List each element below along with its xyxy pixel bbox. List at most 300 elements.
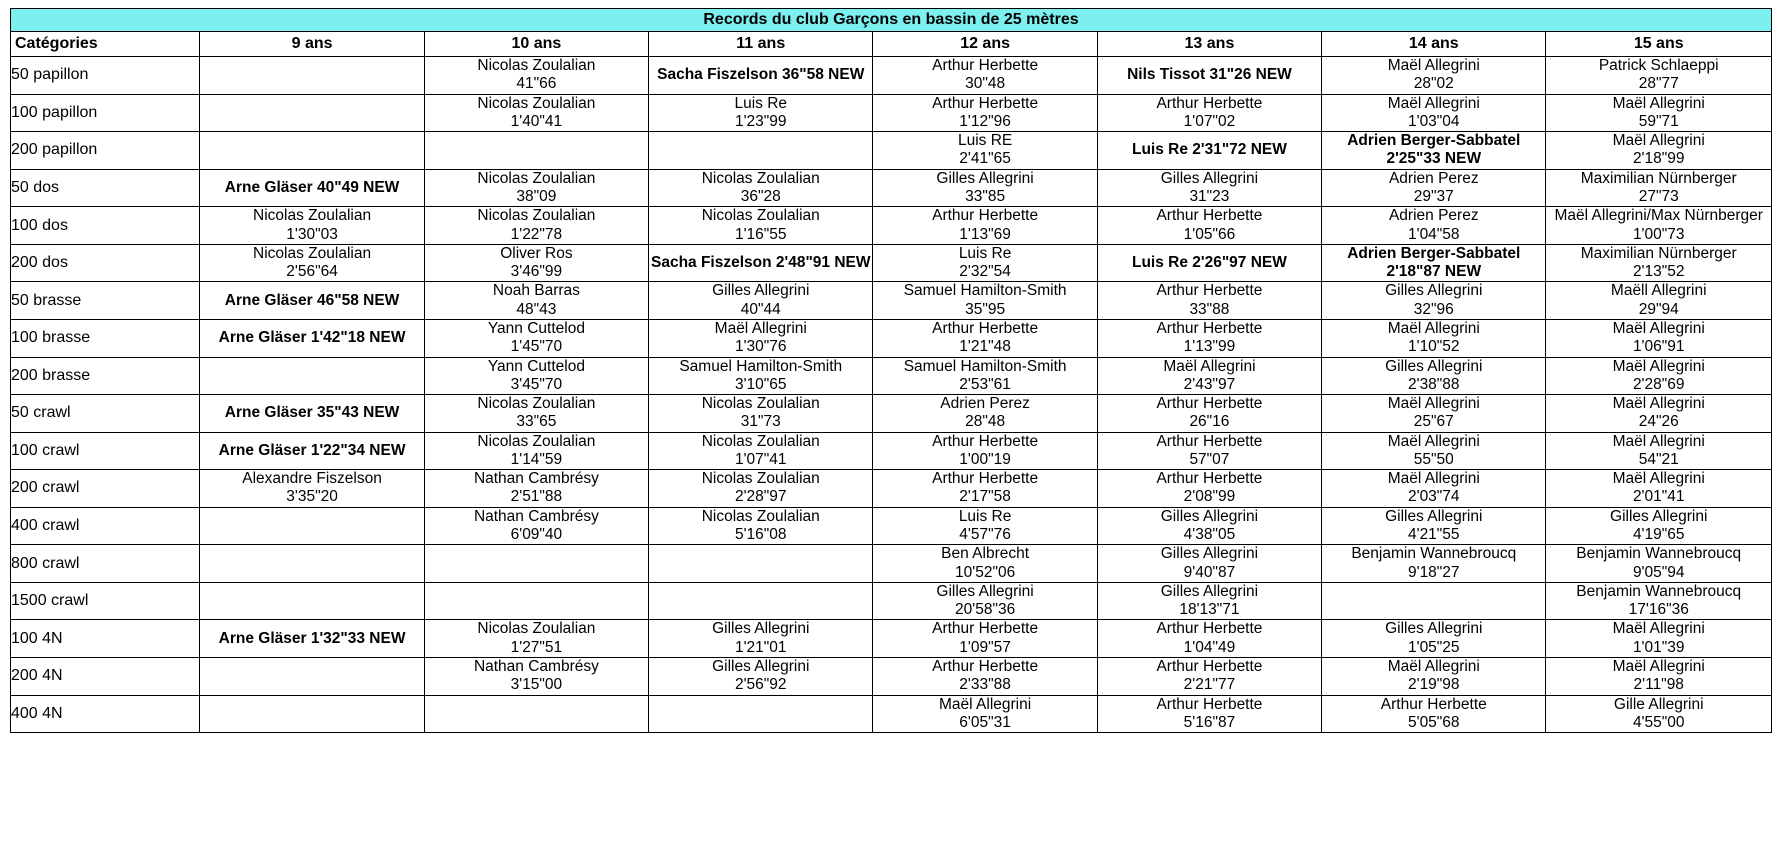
record-swimmer-name: Maël Allegrini bbox=[1387, 395, 1480, 413]
record-cell bbox=[1322, 582, 1546, 620]
column-header-2: 10 ans bbox=[424, 32, 648, 57]
record-time: 2'19"98 bbox=[1407, 676, 1460, 694]
record-cell bbox=[649, 582, 873, 620]
record-cell bbox=[649, 545, 873, 583]
record-cell bbox=[200, 57, 424, 95]
record-time: 1'03"04 bbox=[1407, 112, 1460, 130]
record-time: 28"48 bbox=[965, 413, 1006, 431]
record-swimmer-name: Luis RE bbox=[957, 132, 1013, 150]
record-cell bbox=[200, 132, 424, 170]
record-cell bbox=[1546, 57, 1772, 95]
record-cell bbox=[200, 545, 424, 583]
record-cell bbox=[1322, 395, 1546, 433]
record-swimmer-name: Arthur Herbette bbox=[932, 470, 1039, 488]
record-cell bbox=[1322, 169, 1546, 207]
record-cell bbox=[1097, 132, 1321, 170]
record-cell bbox=[873, 545, 1097, 583]
record-time: 33"85 bbox=[965, 187, 1006, 205]
record-time: 1'13"99 bbox=[1183, 338, 1236, 356]
record-cell bbox=[1546, 357, 1772, 395]
row-category: 100 papillon bbox=[11, 94, 200, 132]
record-time: 31"23 bbox=[1189, 187, 1230, 205]
record-time: 2'41"65 bbox=[959, 150, 1011, 168]
record-swimmer-name: Gilles Allegrini bbox=[1385, 282, 1483, 300]
record-cell bbox=[1322, 620, 1546, 658]
record-swimmer-name: Arthur Herbette bbox=[932, 57, 1039, 74]
record-swimmer-name: Nicolas Zoulalian bbox=[253, 244, 372, 262]
column-header-5: 13 ans bbox=[1097, 32, 1321, 57]
record-swimmer-name: Nicolas Zoulalian bbox=[701, 470, 820, 488]
record-time: 1'45"70 bbox=[510, 338, 563, 356]
record-swimmer-name: Arne Gläser bbox=[224, 178, 313, 196]
record-swimmer-name: Maël Allegrini bbox=[939, 695, 1032, 713]
record-time: 2'48"91 NEW bbox=[775, 253, 871, 271]
table-row bbox=[11, 582, 1772, 620]
record-cell bbox=[1322, 507, 1546, 545]
record-swimmer-name: Arthur Herbette bbox=[932, 207, 1039, 225]
record-swimmer-name: Gille Allegrini bbox=[1613, 695, 1704, 713]
record-time: 24"26 bbox=[1638, 413, 1679, 431]
record-cell bbox=[200, 94, 424, 132]
record-time: 1'30"76 bbox=[734, 338, 787, 356]
record-time: 2'11"98 bbox=[1633, 676, 1684, 694]
record-swimmer-name: Maël Allegrini bbox=[1612, 319, 1705, 337]
record-time: 1'05"25 bbox=[1407, 638, 1460, 656]
column-header-1: 9 ans bbox=[200, 32, 424, 57]
record-cell bbox=[424, 207, 648, 245]
record-time: 2'32"54 bbox=[959, 263, 1011, 281]
record-time: 55"50 bbox=[1413, 450, 1454, 468]
record-cell bbox=[1322, 132, 1546, 170]
record-cell bbox=[424, 658, 648, 696]
record-swimmer-name: Nicolas Zoulalian bbox=[477, 169, 596, 187]
table-row bbox=[11, 695, 1772, 733]
record-swimmer-name: Sacha Fiszelson bbox=[650, 253, 772, 271]
record-cell bbox=[1097, 319, 1321, 357]
record-swimmer-name: Nathan Cambrésy bbox=[473, 507, 599, 525]
record-cell bbox=[1097, 658, 1321, 696]
record-time: 2'18"99 bbox=[1632, 150, 1685, 168]
record-swimmer-name: Nicolas Zoulalian bbox=[477, 395, 596, 413]
record-swimmer-name: Arne Gläser bbox=[224, 404, 313, 422]
record-cell bbox=[873, 695, 1097, 733]
record-cell bbox=[1546, 282, 1772, 320]
record-cell bbox=[200, 357, 424, 395]
record-swimmer-name: Arne Gläser bbox=[218, 329, 307, 347]
record-swimmer-name: Maël Allegrini bbox=[1612, 132, 1705, 150]
record-swimmer-name: Arne Gläser bbox=[218, 629, 307, 647]
record-swimmer-name: Nicolas Zoulalian bbox=[701, 207, 820, 225]
record-time: 35"95 bbox=[965, 300, 1006, 318]
record-swimmer-name: Nicolas Zoulalian bbox=[477, 207, 596, 225]
record-time: 1'21"01 bbox=[734, 638, 787, 656]
record-swimmer-name: Nicolas Zoulalian bbox=[477, 620, 596, 638]
record-time: 2'43"97 bbox=[1183, 375, 1236, 393]
record-swimmer-name: Arthur Herbette bbox=[1156, 695, 1263, 713]
record-swimmer-name: Nathan Cambrésy bbox=[473, 470, 599, 488]
record-time: 40"49 NEW bbox=[317, 178, 400, 196]
record-cell bbox=[200, 282, 424, 320]
record-time: 1'21"48 bbox=[959, 338, 1011, 356]
record-cell bbox=[424, 282, 648, 320]
record-swimmer-name: Sacha Fiszelson bbox=[657, 66, 778, 84]
record-cell bbox=[424, 582, 648, 620]
record-time: 1'07"41 bbox=[734, 450, 787, 468]
record-cell bbox=[649, 395, 873, 433]
record-cell bbox=[200, 395, 424, 433]
record-swimmer-name: Arthur Herbette bbox=[932, 432, 1039, 450]
record-swimmer-name: Gilles Allegrini bbox=[936, 582, 1034, 600]
record-cell bbox=[1097, 357, 1321, 395]
record-cell bbox=[1322, 357, 1546, 395]
row-category: 200 dos bbox=[11, 244, 200, 282]
record-swimmer-name: Oliver Ros bbox=[500, 244, 573, 262]
record-time: 2'03"74 bbox=[1407, 488, 1460, 506]
record-time: 35"43 NEW bbox=[317, 404, 400, 422]
record-cell bbox=[1097, 695, 1321, 733]
record-cell bbox=[200, 432, 424, 470]
record-time: 2'13"52 bbox=[1632, 263, 1685, 281]
column-header-3: 11 ans bbox=[649, 32, 873, 57]
record-cell bbox=[1322, 282, 1546, 320]
record-cell bbox=[1322, 658, 1546, 696]
record-cell bbox=[1097, 507, 1321, 545]
table-row bbox=[11, 545, 1772, 583]
record-swimmer-name: Maël Allegrini bbox=[1612, 658, 1705, 675]
record-cell bbox=[1097, 545, 1321, 583]
record-time: 3'15"00 bbox=[510, 676, 563, 694]
record-swimmer-name: Gilles Allegrini bbox=[712, 282, 810, 300]
record-swimmer-name: Arthur Herbette bbox=[1156, 207, 1263, 225]
record-time: 57"07 bbox=[1189, 450, 1230, 468]
record-cell bbox=[873, 319, 1097, 357]
record-time: 1'12"96 bbox=[959, 112, 1011, 130]
record-time: 59"71 bbox=[1638, 112, 1679, 130]
record-swimmer-name: Samuel Hamilton-Smith bbox=[903, 282, 1067, 300]
record-swimmer-name: Adrien Berger-Sabbatel bbox=[1347, 244, 1521, 262]
record-cell bbox=[873, 357, 1097, 395]
record-cell bbox=[1546, 582, 1772, 620]
record-time: 1'10"52 bbox=[1407, 338, 1460, 356]
record-time: 5'16"08 bbox=[734, 526, 787, 544]
record-swimmer-name: Maël Allegrini bbox=[1612, 357, 1705, 375]
record-cell bbox=[1546, 395, 1772, 433]
record-cell bbox=[1546, 432, 1772, 470]
record-time: 1'14"59 bbox=[510, 450, 563, 468]
record-time: 33"88 bbox=[1189, 300, 1230, 318]
record-swimmer-name: Luis Re bbox=[958, 244, 1012, 262]
record-time: 1'07"02 bbox=[1183, 112, 1236, 130]
row-category: 100 crawl bbox=[11, 432, 200, 470]
record-time: 1'23"99 bbox=[734, 112, 787, 130]
record-time: 1'27"51 bbox=[510, 638, 563, 656]
record-cell bbox=[649, 658, 873, 696]
record-swimmer-name: Adrien Perez bbox=[1388, 207, 1479, 225]
record-cell bbox=[424, 244, 648, 282]
record-cell bbox=[649, 507, 873, 545]
record-swimmer-name: Arthur Herbette bbox=[1156, 658, 1263, 675]
record-time: 17'16"36 bbox=[1628, 601, 1689, 619]
record-time: 25"67 bbox=[1413, 413, 1454, 431]
row-category: 200 crawl bbox=[11, 470, 200, 508]
record-time: 1'06"91 bbox=[1632, 338, 1685, 356]
record-time: 29"37 bbox=[1413, 187, 1454, 205]
record-cell bbox=[1322, 545, 1546, 583]
record-swimmer-name: Maël Allegrini bbox=[1612, 432, 1705, 450]
row-category: 200 4N bbox=[11, 658, 200, 696]
record-cell bbox=[200, 582, 424, 620]
record-swimmer-name: Maël Allegrini bbox=[1612, 94, 1705, 112]
record-swimmer-name: Nicolas Zoulalian bbox=[701, 432, 820, 450]
record-cell bbox=[1322, 319, 1546, 357]
record-cell bbox=[1546, 695, 1772, 733]
table-row bbox=[11, 94, 1772, 132]
record-swimmer-name: Benjamin Wannebroucq bbox=[1576, 582, 1742, 600]
record-cell bbox=[1546, 132, 1772, 170]
table-row bbox=[11, 620, 1772, 658]
record-swimmer-name: Arthur Herbette bbox=[932, 319, 1039, 337]
record-swimmer-name: Gilles Allegrini bbox=[712, 658, 810, 675]
record-swimmer-name: Maël Allegrini bbox=[1387, 94, 1480, 112]
record-cell bbox=[873, 244, 1097, 282]
record-cell bbox=[649, 357, 873, 395]
record-time: 2'01"41 bbox=[1632, 488, 1685, 506]
record-swimmer-name: Maël Allegrini/Max Nürnberger bbox=[1554, 207, 1763, 225]
record-time: 1'00"73 bbox=[1632, 225, 1685, 243]
record-time: 36"58 NEW bbox=[782, 66, 865, 84]
table-title: Records du club Garçons en bassin de 25 mètres bbox=[11, 9, 1772, 32]
record-time: 54"21 bbox=[1638, 450, 1679, 468]
record-cell bbox=[424, 169, 648, 207]
record-swimmer-name: Maël Allegrini bbox=[1387, 57, 1480, 74]
record-time: 48"43 bbox=[516, 300, 557, 318]
record-time: 3'10"65 bbox=[734, 375, 787, 393]
record-swimmer-name: Nicolas Zoulalian bbox=[701, 169, 820, 187]
record-cell bbox=[649, 94, 873, 132]
record-swimmer-name: Maël Allegrini bbox=[1387, 319, 1480, 337]
record-cell bbox=[649, 620, 873, 658]
record-time: 1'09"57 bbox=[959, 638, 1011, 656]
record-swimmer-name: Luis Re bbox=[1131, 141, 1188, 159]
record-swimmer-name: Maël Allegrini bbox=[1387, 432, 1480, 450]
record-cell bbox=[424, 395, 648, 433]
record-cell bbox=[873, 169, 1097, 207]
record-time: 36"28 bbox=[740, 187, 781, 205]
record-time: 41"66 bbox=[516, 75, 557, 93]
record-cell bbox=[1546, 658, 1772, 696]
record-swimmer-name: Adrien Perez bbox=[1388, 169, 1479, 187]
record-time: 5'16"87 bbox=[1183, 713, 1236, 731]
record-time: 9'40"87 bbox=[1183, 563, 1236, 581]
record-cell bbox=[424, 695, 648, 733]
record-time: 1'04"58 bbox=[1407, 225, 1460, 243]
record-swimmer-name: Samuel Hamilton-Smith bbox=[679, 357, 843, 375]
record-swimmer-name: Arthur Herbette bbox=[1156, 395, 1263, 413]
record-cell bbox=[649, 57, 873, 95]
record-cell bbox=[873, 282, 1097, 320]
record-time: 33"65 bbox=[516, 413, 557, 431]
record-time: 2'18"87 NEW bbox=[1386, 263, 1482, 281]
record-time: 1'40"41 bbox=[510, 112, 563, 130]
record-cell bbox=[1322, 207, 1546, 245]
record-swimmer-name: Maëll Allegrini bbox=[1610, 282, 1707, 300]
record-cell bbox=[649, 470, 873, 508]
record-time: 4'57"76 bbox=[959, 526, 1011, 544]
record-swimmer-name: Nicolas Zoulalian bbox=[701, 507, 820, 525]
record-time: 5'05"68 bbox=[1407, 713, 1460, 731]
record-cell bbox=[200, 207, 424, 245]
row-category: 50 brasse bbox=[11, 282, 200, 320]
row-category: 100 dos bbox=[11, 207, 200, 245]
record-swimmer-name: Luis Re bbox=[1131, 253, 1188, 271]
record-time: 2'17"58 bbox=[959, 488, 1011, 506]
record-swimmer-name: Maël Allegrini bbox=[1387, 658, 1480, 675]
record-cell bbox=[1546, 319, 1772, 357]
record-cell bbox=[649, 244, 873, 282]
record-swimmer-name: Gilles Allegrini bbox=[712, 620, 810, 638]
record-cell bbox=[649, 282, 873, 320]
table-row bbox=[11, 395, 1772, 433]
record-cell bbox=[873, 57, 1097, 95]
record-cell bbox=[424, 470, 648, 508]
record-cell bbox=[1546, 169, 1772, 207]
record-time: 38"09 bbox=[516, 187, 557, 205]
record-cell bbox=[1546, 545, 1772, 583]
record-swimmer-name: Maël Allegrini bbox=[1612, 620, 1705, 638]
record-swimmer-name: Arthur Herbette bbox=[1156, 620, 1263, 638]
record-swimmer-name: Gilles Allegrini bbox=[1160, 507, 1259, 525]
record-time: 2'31"72 NEW bbox=[1192, 141, 1287, 159]
record-time: 3'45"70 bbox=[510, 375, 563, 393]
record-time: 1'04"49 bbox=[1183, 638, 1236, 656]
column-header-7: 15 ans bbox=[1546, 32, 1772, 57]
table-row bbox=[11, 357, 1772, 395]
record-swimmer-name: Luis Re bbox=[734, 94, 788, 112]
record-cell bbox=[1322, 94, 1546, 132]
record-cell bbox=[200, 658, 424, 696]
record-cell bbox=[424, 319, 648, 357]
record-swimmer-name: Gilles Allegrini bbox=[936, 169, 1034, 187]
record-swimmer-name: Arthur Herbette bbox=[932, 658, 1039, 675]
record-swimmer-name: Luis Re bbox=[958, 507, 1012, 525]
record-cell bbox=[873, 94, 1097, 132]
record-cell bbox=[649, 695, 873, 733]
record-cell bbox=[649, 132, 873, 170]
record-swimmer-name: Maël Allegrini bbox=[714, 319, 807, 337]
table-row bbox=[11, 319, 1772, 357]
record-cell bbox=[1322, 57, 1546, 95]
record-cell bbox=[1322, 244, 1546, 282]
record-swimmer-name: Yann Cuttelod bbox=[487, 319, 585, 337]
record-time: 4'21"55 bbox=[1407, 526, 1460, 544]
record-time: 1'22"78 bbox=[510, 225, 563, 243]
record-swimmer-name: Nicolas Zoulalian bbox=[701, 395, 820, 413]
table-row bbox=[11, 57, 1772, 95]
record-swimmer-name: Arthur Herbette bbox=[932, 94, 1039, 112]
record-cell bbox=[424, 94, 648, 132]
record-swimmer-name: Ben Albrecht bbox=[941, 545, 1030, 563]
column-header-6: 14 ans bbox=[1322, 32, 1546, 57]
record-cell bbox=[424, 357, 648, 395]
table-row bbox=[11, 169, 1772, 207]
record-swimmer-name: Nicolas Zoulalian bbox=[477, 432, 596, 450]
record-swimmer-name: Arthur Herbette bbox=[1156, 282, 1263, 300]
row-category: 50 dos bbox=[11, 169, 200, 207]
table-header-row bbox=[11, 32, 1772, 57]
record-cell bbox=[1097, 57, 1321, 95]
record-swimmer-name: Gilles Allegrini bbox=[1385, 507, 1483, 525]
record-swimmer-name: Benjamin Wannebroucq bbox=[1351, 545, 1517, 563]
record-time: 32"96 bbox=[1413, 300, 1454, 318]
row-category: 200 brasse bbox=[11, 357, 200, 395]
record-time: 29"94 bbox=[1638, 300, 1679, 318]
record-cell bbox=[1546, 244, 1772, 282]
record-time: 2'25"33 NEW bbox=[1386, 150, 1482, 168]
record-cell bbox=[1322, 470, 1546, 508]
record-time: 9'18"27 bbox=[1407, 563, 1460, 581]
record-swimmer-name: Gilles Allegrini bbox=[1160, 545, 1259, 563]
record-cell bbox=[424, 132, 648, 170]
table-row bbox=[11, 207, 1772, 245]
record-time: 28"77 bbox=[1638, 75, 1679, 93]
record-time: 2'28"97 bbox=[734, 488, 787, 506]
table-row bbox=[11, 507, 1772, 545]
record-time: 4'19"65 bbox=[1632, 526, 1685, 544]
record-cell bbox=[873, 207, 1097, 245]
record-swimmer-name: Arthur Herbette bbox=[1156, 470, 1263, 488]
record-cell bbox=[873, 658, 1097, 696]
record-cell bbox=[1097, 282, 1321, 320]
column-header-0: Catégories bbox=[11, 32, 200, 57]
record-time: 2'56"64 bbox=[286, 263, 338, 281]
records-table bbox=[10, 8, 1772, 733]
record-cell bbox=[873, 470, 1097, 508]
record-cell bbox=[873, 432, 1097, 470]
row-category: 200 papillon bbox=[11, 132, 200, 170]
record-cell bbox=[1097, 94, 1321, 132]
record-cell bbox=[200, 695, 424, 733]
record-cell bbox=[873, 507, 1097, 545]
record-cell bbox=[1322, 695, 1546, 733]
record-time: 2'38"88 bbox=[1407, 375, 1460, 393]
record-swimmer-name: Arne Gläser bbox=[218, 441, 307, 459]
table-row bbox=[11, 658, 1772, 696]
record-cell bbox=[649, 207, 873, 245]
record-time: 2'21"77 bbox=[1183, 676, 1236, 694]
record-cell bbox=[1546, 620, 1772, 658]
record-cell bbox=[1097, 395, 1321, 433]
record-cell bbox=[1097, 432, 1321, 470]
record-time: 1'22"34 NEW bbox=[310, 441, 406, 459]
record-time: 6'05"31 bbox=[959, 713, 1011, 731]
table-row bbox=[11, 432, 1772, 470]
record-time: 2'56"92 bbox=[734, 676, 787, 694]
record-cell bbox=[1546, 207, 1772, 245]
record-cell bbox=[200, 244, 424, 282]
column-header-4: 12 ans bbox=[873, 32, 1097, 57]
record-time: 46"58 NEW bbox=[317, 291, 400, 309]
record-swimmer-name: Maël Allegrini bbox=[1612, 395, 1705, 413]
record-time: 1'16"55 bbox=[734, 225, 787, 243]
record-cell bbox=[873, 582, 1097, 620]
record-swimmer-name: Yann Cuttelod bbox=[487, 357, 585, 375]
record-time: 10'52"06 bbox=[955, 563, 1016, 581]
row-category: 100 4N bbox=[11, 620, 200, 658]
record-time: 4'55"00 bbox=[1632, 713, 1685, 731]
record-swimmer-name: Maël Allegrini bbox=[1387, 470, 1480, 488]
record-swimmer-name: Nicolas Zoulalian bbox=[477, 94, 596, 112]
record-swimmer-name: Maximilian Nürnberger bbox=[1580, 244, 1737, 262]
